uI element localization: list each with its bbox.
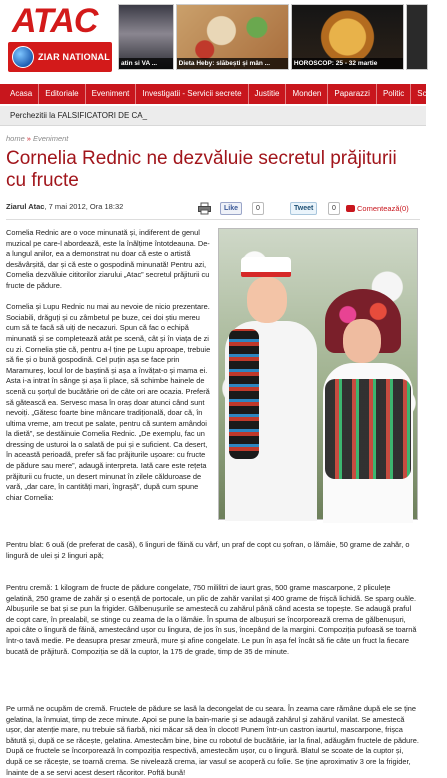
photo-detail xyxy=(325,379,411,479)
facebook-like-button[interactable] xyxy=(220,202,242,215)
nav-item-eveniment[interactable]: Eveniment xyxy=(86,84,137,104)
article-paragraph: Pentru cremă: 1 kilogram de fructe de pădure congelate, 750 mililitri de iaurt gras, 500 grame mascarpone, 2 pliculețe gelatină, 250 grame de zahăr și o esență de portocale, un plic de zahăr vanilat și 400 grame de frișcă lichidă. Se sparg ouăle. Albușurile se bat și se pun la frigider. Gălbenușurile se amestecă cu zahărul până când acesta se topește. Se adaugă praful de copt care, în prealabil, se stinge cu zeama de la o lămâie. În spuma de albușuri se încorporează crema de gălbenușuri, apoi câte o lingură de făină, amestecând ușor cu lingura, de jos în sus, începând de la margini. Compoziția pufoasă se toarnă într-o tavă medie. Pe deasupra presar zmeură, mure și afine congelate. Le pun în așa fel încât să fie câte un fruct la fiecare bucată de prăjitură. Compoziția se dă la cuptor, la 175 de grade, timp de 35 de minute. xyxy=(6,583,417,656)
ticker-text[interactable]: Perchezitii la FALSIFICATORI DE CA_ xyxy=(10,111,148,120)
nav-item-politic[interactable]: Politic xyxy=(377,84,411,104)
atac-logo[interactable] xyxy=(6,2,114,74)
news-ticker xyxy=(0,106,426,126)
photo-detail xyxy=(229,329,259,459)
logo-subtitle: ZIAR NATIONAL xyxy=(38,52,110,62)
featured-thumb[interactable] xyxy=(176,4,289,70)
article-meta xyxy=(6,202,420,218)
breadcrumb xyxy=(6,134,68,143)
breadcrumb-separator: » xyxy=(26,134,31,143)
article-photo[interactable] xyxy=(218,228,418,520)
thumb-caption: atin si VA ... xyxy=(119,58,173,69)
nav-item-acasa[interactable]: Acasa xyxy=(0,84,39,104)
featured-thumb[interactable] xyxy=(118,4,174,70)
tweet-label: Tweet xyxy=(294,205,314,212)
tweet-button[interactable] xyxy=(290,202,317,215)
comments-link[interactable] xyxy=(346,204,409,213)
nav-item-investigatii[interactable]: Investigatii - Servicii secrete xyxy=(136,84,248,104)
nav-item-scandal[interactable]: Scand xyxy=(411,84,447,104)
article-paragraph: Cornelia și Lupu Rednic nu mai au nevoie de nicio prezentare. Sociabili, drăguți și cu zâmbetul pe buze, cei doi știu mereu cum să te facă să uiți de necazuri. Spun că fac o echipă minunată și se completează atât pe scenă, cât și în viața de zi cu zi. Cornelia știe că, pentru a-l ține pe Lupu aproape, trebuie să fie și o bună gospodină. Cel puțin așa se face prin Maramureș, locul lor de baștină și așa a învățat-o și mama ei. Asta i-a intrat în sânge și așa îi place, să schimbe hainele de scenă cu șorțul de bucătărie ori de câte ori are ocazia. Preferă să gătească ea. Servesc masa în oraș doar atunci când sunt nevoiți. „Gătesc foarte bine mâncare tradițională, doar că, în ultima vreme, am trecut pe salate, pentru că suntem amândoi la dietă”, se destăinuie Cornelia Rednic. „De exemplu, fac un dressing de usturoi la o salată de pui și e suficient. Ca desert, în această perioadă, prefer să fac prăjiturile ușoare: cu fructe de pădure sau mere”, adaugă interpreta. Iată care este rețeta prăjiturii cu fructe, un desert minunat în zilele călduroase de vară, „dar care, în cantități mari, îngrașă”, după cum spune chiar Cornelia: xyxy=(6,302,211,502)
breadcrumb-section[interactable]: Eveniment xyxy=(32,134,69,143)
main-nav xyxy=(0,84,440,104)
site-header xyxy=(0,0,426,78)
print-icon[interactable] xyxy=(198,203,211,214)
like-count: 0 xyxy=(252,202,264,215)
divider xyxy=(6,219,420,220)
article-paragraph: Pentru blat: 6 ouă (de preferat de casă), 6 linguri de făină cu vârf, un praf de copt cu șofran, o lămâie, 50 grame de zahăr, o lingură de ulei și 2 linguri apă; xyxy=(6,540,410,560)
comment-icon xyxy=(346,205,355,212)
tweet-count: 0 xyxy=(328,202,340,215)
article-paragraph: Cornelia Rednic are o voce minunată și, indiferent de genul muzical pe care-l abordează, este la înălțime întotdeauna. De-a lungul anilor, ea a demonstrat nu doar că este o artistă desăvârșită, dar și că este o gospodină minunată! Pentru azi, Cornelia dezvăluie cititorilor ziarului „Atac” secretul prăjiturii cu fructe de pădure. xyxy=(6,228,210,290)
nav-item-editoriale[interactable]: Editoriale xyxy=(39,84,85,104)
featured-thumb[interactable] xyxy=(291,4,404,70)
thumb-caption: HOROSCOP: 25 - 32 martie xyxy=(292,58,403,69)
logo-word: ATAC xyxy=(12,2,98,40)
like-label: Like xyxy=(224,205,239,212)
comments-label: Comentează(0) xyxy=(357,204,409,213)
article-date: , 7 mai 2012, Ora 18:32 xyxy=(44,202,124,211)
nav-item-monden[interactable]: Monden xyxy=(286,84,328,104)
photo-detail xyxy=(247,277,287,323)
article-title: Cornelia Rednic ne dezvăluie secretul prăjiturii cu fructe xyxy=(6,148,397,191)
breadcrumb-home[interactable]: home xyxy=(6,134,25,143)
article-paragraph: Pe urmă ne ocupăm de cremă. Fructele de pădure se lasă la decongelat de cu seara. În zeama care rămâne după ele se ține gelatina, la înmuiat, timp de zece minute. Apoi se pune la bain-marie și se adaugă zahărul și zahărul vanilat. Se amestecă ușor, dar atenție mare, nu trebuie să fiarbă, nici măcar să dea în clocot! Punem într-un castron iaurtul, mascarpone, frișca bătută și, după ce se răcește, gelatina. Amestecăm bine, bine cu robotul de bucătărie, iar la final, adăugăm fructele de pădure. După ce fructele se încorporează în compoziția respectivă, amestecăm ușor, cu o lingură. Blatul se scoate de la cuptor și, după ce se răcește, se toarnă crema. Se nivelează crema, iar vasul se acoperă cu folie. Se ține aproximativ 3 ore la frigider, înainte de a se servi acest desert răcoritor. Poftă bună! xyxy=(6,704,419,777)
featured-thumbnails xyxy=(118,4,428,74)
article-author: Ziarul Atac xyxy=(6,202,45,211)
thumb-caption: Dieta Heby: slăbești și mân ... xyxy=(177,58,288,69)
nav-item-paparazzi[interactable]: Paparazzi xyxy=(328,84,377,104)
featured-thumb[interactable] xyxy=(406,4,428,70)
nav-item-justitie[interactable]: Justitie xyxy=(249,84,287,104)
article-intro xyxy=(6,228,212,514)
globe-icon xyxy=(12,46,34,68)
photo-detail xyxy=(241,257,291,277)
photo-detail xyxy=(343,319,381,363)
